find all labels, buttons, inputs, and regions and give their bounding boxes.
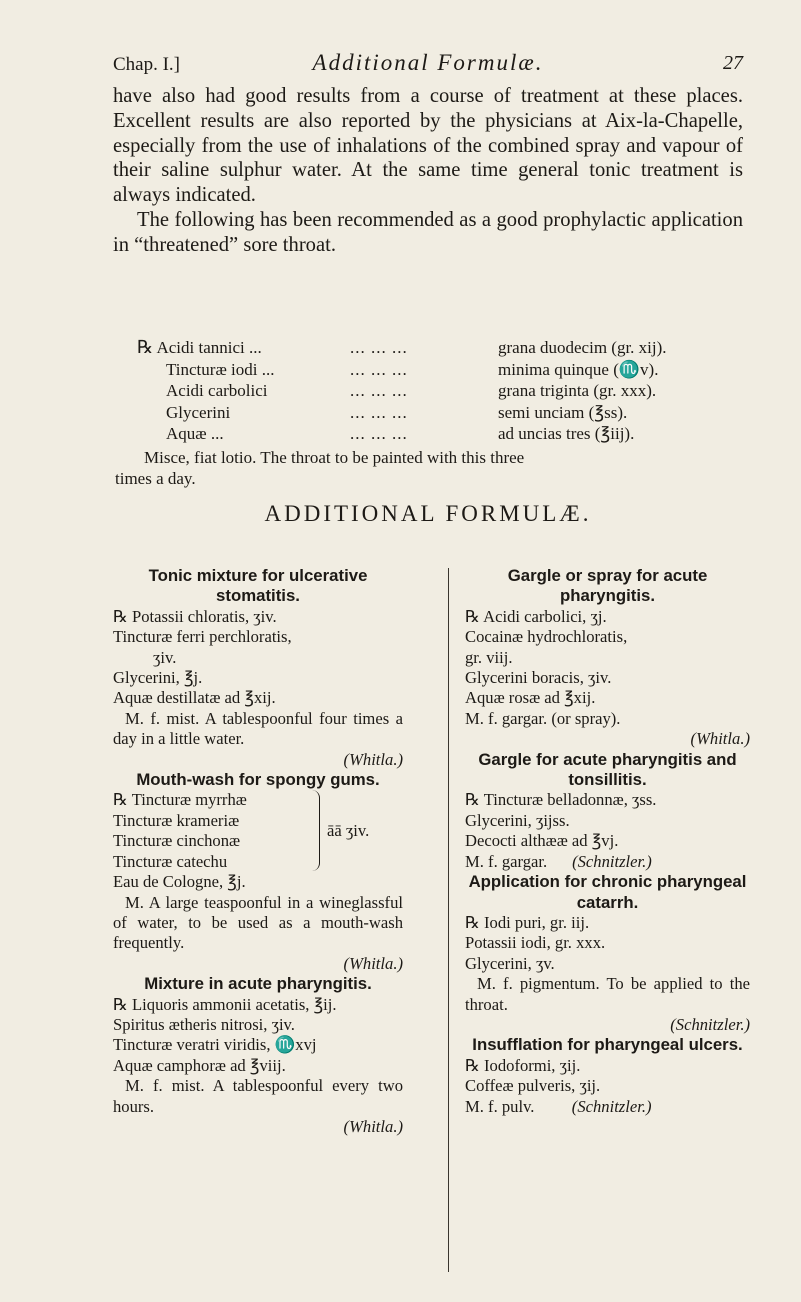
formula-line: Potassii iodi, gr. xxx. [465,933,606,953]
section-heading: ADDITIONAL FORMULÆ. [264,501,592,526]
formula-line: M. f. gargar. [465,851,548,871]
formula-line: Glycerini, ʒijss. [465,810,570,830]
prescription-row [137,402,743,424]
formula-source: (Whitla.) [690,729,750,749]
column-divider [448,568,449,1272]
leader-dots: ... ... ... [350,359,408,379]
ingredient: Acidi tannici ... [156,338,262,357]
prescription-direction: Misce, fiat lotio. The throat to be painted with this three times a day. [115,447,525,488]
page-title: Additional Formulæ. [312,50,544,75]
ingredient: Aquæ ... [166,424,224,443]
formula-line: ℞ Acidi carbolici, ʒj. [465,606,607,626]
formula-line: Decocti althææ ad ℥vj. [465,831,619,851]
brace-group [113,790,403,872]
formula-line: gr. viij. [465,647,513,667]
formula [113,770,403,974]
intro-paragraph: have also had good results from a course of treatment at these places. Excellent results are also reported by the physicians at Aix-la-Chapelle, especially from the use of inhalations of the combined spray and vapour of their saline sulphur water. At the same time general tonic treatment is always indicated. [113,85,743,207]
formula-heading: Gargle or spray for acute pharyngitis. [507,566,708,606]
formula-line: Aquæ destillatæ ad ℥xij. [113,688,276,708]
formula-line: Tincturæ veratri viridis, ♏xvj [113,1035,317,1055]
amount: minima quinque (♏v). [498,359,659,379]
intro-paragraph: The following has been recommended as a good prophylactic application in “threatened” sore throat. [113,208,743,256]
formula-line: ℞ Iodi puri, gr. iij. [465,912,590,932]
formula-heading: Insufflation for pharyngeal ulcers. [472,1035,743,1055]
amount: semi unciam (℥ss). [498,402,628,422]
prescription-row [137,423,743,445]
formula-line: ℞ Liquoris ammonii acetatis, ℥ij. [113,994,337,1014]
amount: ad uncias tres (℥iij). [498,424,635,443]
formula-line: ℞ Iodoformi, ʒij. [465,1055,581,1075]
formula-heading: Tonic mixture for ulcerative stomatitis. [148,566,368,606]
formula-line: Coffeæ pulveris, ʒij. [465,1076,601,1096]
formula-direction: M. f. mist. A tablespoonful four times a day in a little water. [113,708,403,749]
formula [465,566,750,750]
prophylactic-prescription [115,337,743,489]
ingredient: Glycerini [166,402,231,422]
formula-line: ℞ Tincturæ myrrhæ [113,790,247,810]
formula-line: Tincturæ catechu [113,851,228,871]
formula-line: Tincturæ cinchonæ [113,831,241,851]
formula-line: Tincturæ krameriæ [113,810,240,830]
prescription-row [137,380,743,402]
right-column [465,566,750,1117]
formula-source: (Whitla.) [343,953,403,973]
formula-source: (Whitla.) [343,1116,403,1136]
formula-line: Tincturæ ferri perchloratis, [113,627,292,647]
ingredient: Acidi carbolici [166,381,268,400]
amount: grana triginta (gr. xxx). [498,381,657,400]
formula [113,974,403,1137]
formula-source: (Whitla.) [343,749,403,769]
formula-line: Glycerini, ʒv. [465,953,555,973]
quantity-each: āā ʒiv. [327,821,370,841]
running-head [113,48,743,78]
formula-heading: Mouth-wash for spongy gums. [136,770,380,790]
formula-heading: Application for chronic pharyngeal catarrh. [468,872,747,912]
formula-line: ʒiv. [153,647,177,667]
formula-line: M. f. pulv. [465,1096,535,1116]
formula-heading: Mixture in acute pharyngitis. [144,974,372,994]
brace [309,790,320,871]
recipe-symbol: ℞ [137,337,154,358]
leader-dots: ... ... ... [350,338,408,357]
formula-direction: M. f. mist. A tablespoonful every two hours. [113,1076,403,1116]
formula-line: Aquæ rosæ ad ℥xij. [465,688,596,708]
formula-source: (Schnitzler.) [572,851,652,871]
formula-source: (Schnitzler.) [670,1014,750,1034]
left-column [113,566,403,1137]
leader-dots: ... ... ... [350,424,408,443]
prescription-row [137,337,743,359]
formula-line: Glycerini, ℥j. [113,668,203,688]
leader-dots: ... ... ... [350,402,408,422]
formula-source: (Schnitzler.) [571,1096,652,1116]
intro-text [113,84,743,258]
formula-line: ℞ Tincturæ belladonnæ, ʒss. [465,790,657,810]
leader-dots: ... ... ... [350,381,408,400]
formula-line: Aquæ camphoræ ad ℥viij. [113,1055,286,1075]
page-number: 27 [723,52,743,74]
formula-heading: Gargle for acute pharyngitis and tonsillitis. [478,749,737,790]
prescription-row [137,359,743,381]
formula [465,750,750,872]
formula [113,566,403,770]
formula-line: ℞ Potassii chloratis, ʒiv. [113,606,277,626]
formula-line: M. f. gargar. (or spray). [465,708,621,728]
formula-line: Eau de Cologne, ℥j. [113,872,246,892]
formula [465,872,750,1035]
formula-direction: M. A large teaspoonful in a wineglassful of water, to be used as a mouth-wash frequently. [113,892,403,953]
formula-direction: M. f. pigmentum. To be applied to the throat. [465,974,750,1014]
formula-line: Spiritus ætheris nitrosi, ʒiv. [113,1014,295,1034]
formula-line: Glycerini boracis, ʒiv. [465,668,612,688]
amount: grana duodecim (gr. xij). [498,338,667,357]
formula [465,1035,750,1117]
formula-line: Cocainæ hydrochloratis, [465,627,628,647]
ingredient: Tincturæ iodi ... [166,359,275,379]
chapter-label: Chap. I.] [113,54,181,75]
